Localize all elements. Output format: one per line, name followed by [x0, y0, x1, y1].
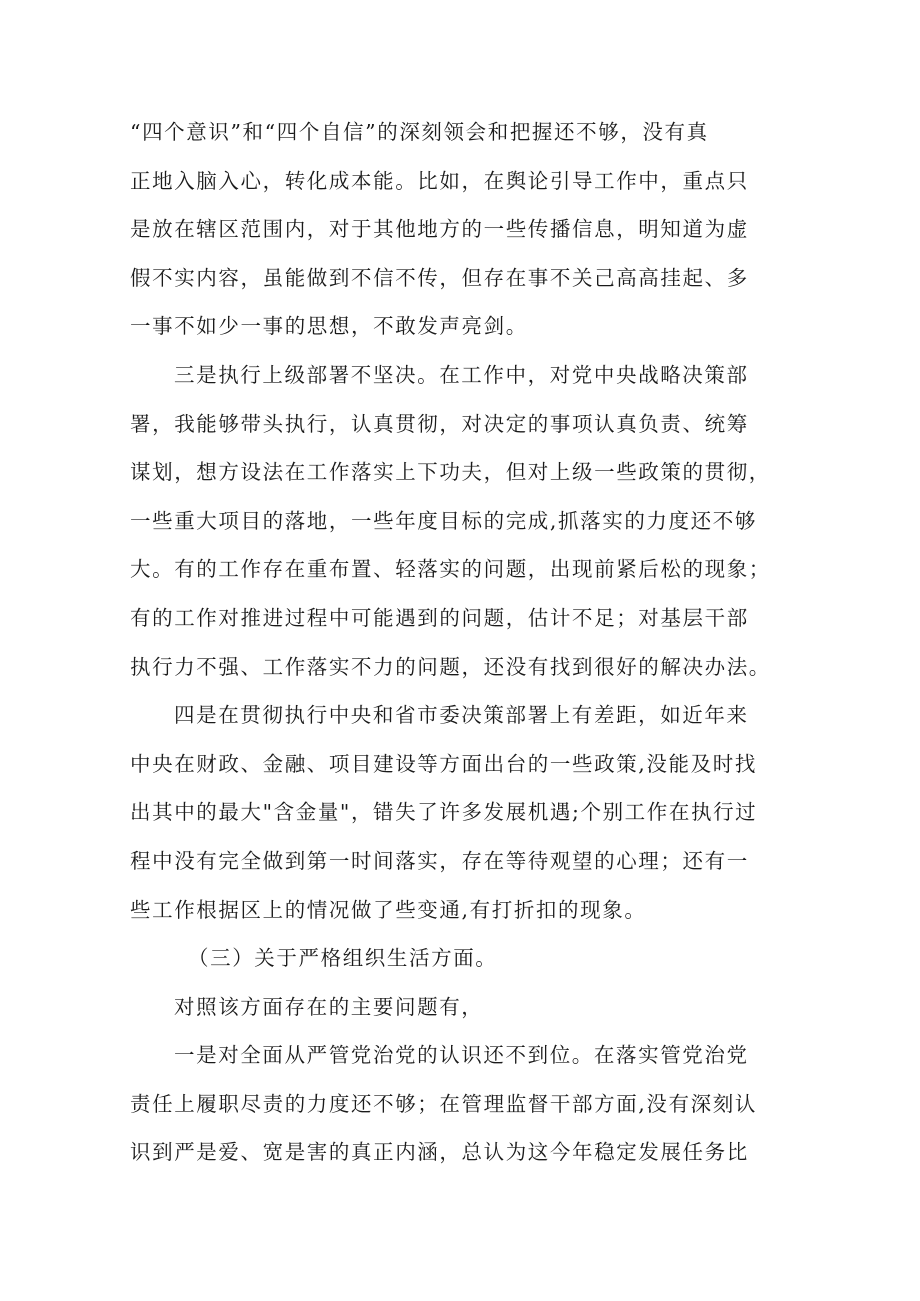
- text-line: 识到严是爱、宽是害的真正内涵，总认为这今年稳定发展任务比: [130, 1140, 749, 1165]
- text-line: 大。有的工作存在重布置、轻落实的问题，出现前紧后松的现象；: [130, 557, 771, 582]
- text-line: 一些重大项目的落地，一些年度目标的完成,抓落实的力度还不够: [130, 508, 757, 533]
- text-line: 出其中的最大"含金量"，错失了许多发展机遇;个别工作在执行过: [130, 800, 758, 825]
- paragraph-start-line: 三是执行上级部署不坚决。在工作中，对党中央战略决策部: [174, 362, 749, 387]
- text-line: 责任上履职尽责的力度还不够；在管理监督干部方面,没有深刻认: [130, 1091, 757, 1116]
- document-body: [130, 108, 794, 1177]
- text-line: 执行力不强、工作落实不力的问题，还没有找到很好的解决办法。: [130, 654, 771, 679]
- text-line: 程中没有完全做到第一时间落实，存在等待观望的心理；还有一: [130, 848, 749, 873]
- text-line: 正地入脑入心，转化成本能。比如，在舆论引导工作中，重点只: [130, 168, 749, 193]
- paragraph-start-line: 四是在贯彻执行中央和省市委决策部署上有差距，如近年来: [174, 703, 749, 728]
- text-line: 署，我能够带头执行，认真贯彻，对决定的事项认真负责、统筹: [130, 411, 749, 436]
- paragraph-start-line: 对照该方面存在的主要问题有，: [174, 994, 484, 1019]
- text-line: 中央在财政、金融、项目建设等方面出台的一些政策,没能及时找: [130, 751, 757, 776]
- text-line: 些工作根据区上的情况做了些变通,有打折扣的现象。: [130, 897, 647, 922]
- text-line: 谋划，想方设法在工作落实上下功夫，但对上级一些政策的贯彻，: [130, 460, 771, 485]
- text-line: 一事不如少一事的思想，不敢发声亮剑。: [130, 314, 528, 339]
- paragraph-start-line: 一是对全面从严管党治党的认识还不到位。在落实管党治党: [174, 1043, 749, 1068]
- text-line: 是放在辖区范围内，对于其他地方的一些传播信息，明知道为虚: [130, 217, 749, 242]
- text-line: “四个意识”和“四个自信”的深刻领会和把握还不够，没有真: [130, 120, 709, 144]
- text-line: 有的工作对推进过程中可能遇到的问题，估计不足；对基层干部: [130, 605, 749, 630]
- section-heading: （三）关于严格组织生活方面。: [188, 946, 498, 971]
- text-line: 假不实内容，虽能做到不信不传，但存在事不关己高高挂起、多: [130, 265, 749, 290]
